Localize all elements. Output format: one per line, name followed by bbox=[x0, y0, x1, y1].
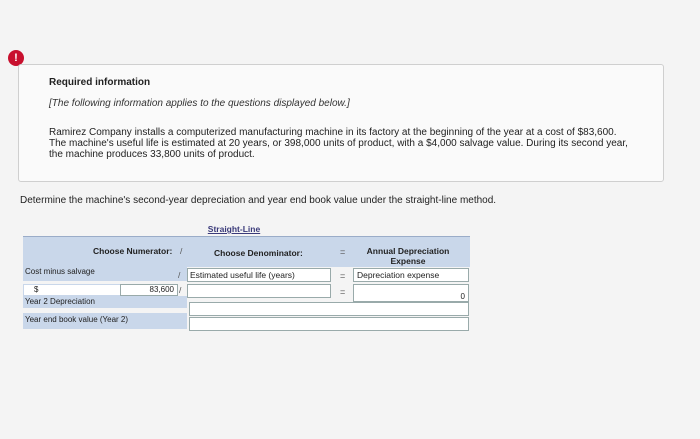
denominator-header: Choose Denominator: bbox=[214, 248, 303, 258]
question-text: Determine the machine's second-year depreciation and year end book value under the straight-line method. bbox=[20, 195, 497, 206]
required-information-title: Required information bbox=[49, 77, 151, 88]
year-end-book-value-input[interactable] bbox=[189, 317, 469, 331]
equals-symbol: = bbox=[340, 271, 346, 281]
required-information-panel bbox=[18, 64, 664, 182]
denominator-select[interactable]: Estimated useful life (years) bbox=[187, 268, 331, 282]
divide-symbol: / bbox=[178, 270, 181, 280]
table-title: Straight-Line bbox=[207, 224, 261, 234]
table-header-row bbox=[23, 236, 470, 267]
numerator-header: Choose Numerator: bbox=[93, 246, 173, 256]
numerator-select[interactable]: Cost minus salvage bbox=[23, 266, 187, 281]
divide-symbol: / bbox=[180, 246, 183, 256]
depreciation-result-value: 0 bbox=[353, 284, 469, 302]
currency-symbol: $ bbox=[34, 285, 39, 294]
equals-symbol: = bbox=[340, 247, 346, 257]
problem-statement: Ramirez Company installs a computerized manufacturing machine in its factory at the beginning of the year at a cost of $83,600. The machine's useful life is estimated at 20 years, or 398,000 units of product, with a $4,000 salvage value. During its second year, the machine produces 33,800 units of product. bbox=[49, 127, 628, 160]
year-2-depreciation-label: Year 2 Depreciation bbox=[23, 296, 187, 308]
alert-icon: ! bbox=[8, 50, 24, 66]
year-2-depreciation-input[interactable] bbox=[189, 302, 469, 316]
information-note: [The following information applies to the questions displayed below.] bbox=[49, 98, 350, 109]
result-label-select[interactable]: Depreciation expense bbox=[353, 268, 469, 282]
equals-symbol: = bbox=[340, 287, 346, 297]
result-header: Annual Depreciation Expense bbox=[366, 246, 450, 266]
divide-symbol: / bbox=[179, 285, 182, 295]
denominator-amount-input[interactable] bbox=[187, 284, 331, 298]
numerator-amount-input[interactable]: 83,600 bbox=[120, 284, 178, 296]
year-end-book-value-label: Year end book value (Year 2) bbox=[23, 313, 187, 329]
